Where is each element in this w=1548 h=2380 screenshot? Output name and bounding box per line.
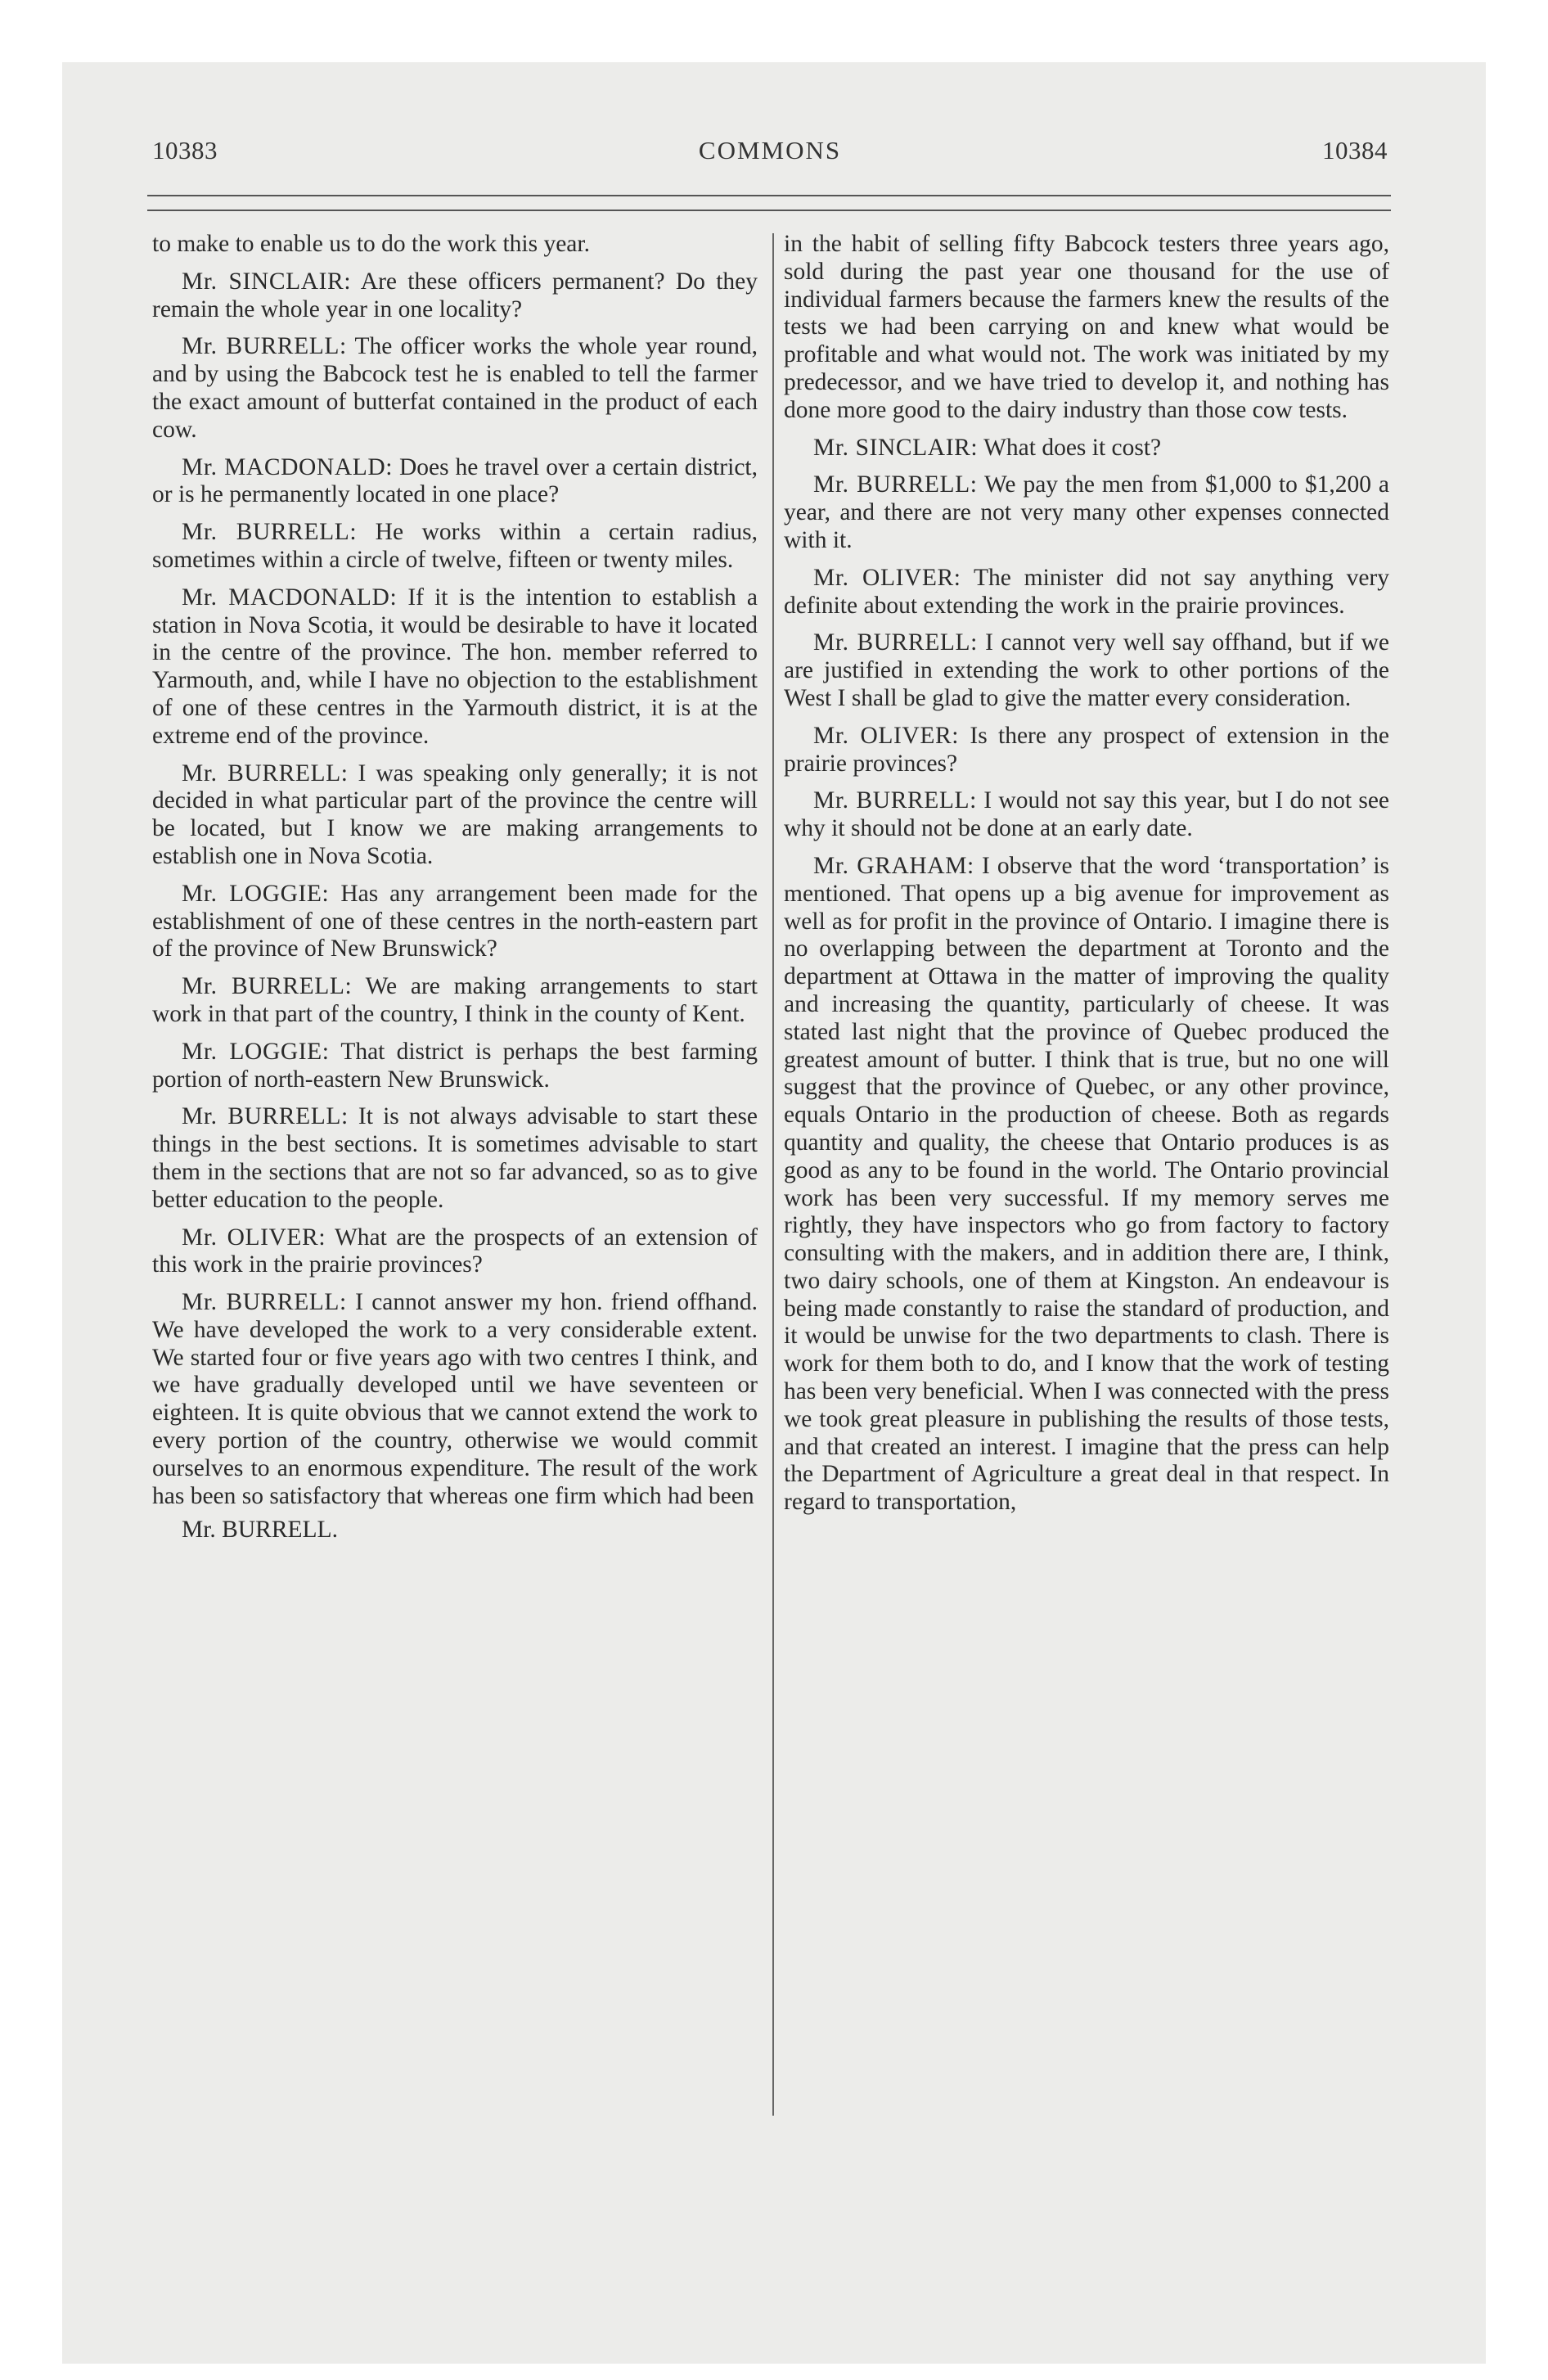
footer-speaker: Mr. BURRELL. [182, 1517, 338, 1544]
header-rule-bottom [147, 210, 1391, 211]
paragraph: Mr. LOGGIE: That district is perhaps the best farming portion of north-eastern New Brunswick. [152, 1038, 758, 1093]
speaker: Mr. BURRELL: [182, 1289, 347, 1316]
speaker: Mr. OLIVER: [813, 722, 960, 749]
speaker: Mr. BURRELL: [182, 519, 358, 546]
speaker: Mr. SINCLAIR: [182, 268, 352, 295]
paragraph: Mr. OLIVER: Is there any prospect of extension in the prairie provinces? [784, 722, 1390, 777]
speaker: Mr. SINCLAIR: [813, 434, 979, 461]
speaker: Mr. BURRELL: [813, 471, 978, 498]
column-divider [772, 233, 774, 2116]
paragraph: Mr. SINCLAIR: What does it cost? [813, 434, 1162, 461]
paragraph: in the habit of selling fifty Babcock testers three years ago, sold during the past year one thousand for the use of individual farmers because the farmers knew the results of the tests we had been carrying on and knew what would be profitable and what would not. The work was initiated by my predecessor, and we have tried to develop it, and nothing has done more good to the dairy industry than those cow tests. [784, 231, 1389, 423]
paragraph: Mr. BURRELL: He works within a certain radius, sometimes within a circle of twelve, fifteen or twenty miles. [152, 519, 758, 573]
speaker: Mr. BURRELL: [813, 787, 977, 814]
paragraph: Mr. BURRELL: It is not always advisable to start these things in the best sections. It is sometimes advisable to start them in the sections that are not so far advanced, so as to give better education to the people. [152, 1103, 758, 1213]
speaker: Mr. LOGGIE: [182, 880, 330, 907]
paragraph: Mr. BURRELL: We are making arrangements to start work in that part of the country, I think in the county of Kent. [152, 973, 758, 1027]
paragraph: to make to enable us to do the work this year. [152, 231, 590, 257]
speaker: Mr. MACDONALD: [182, 584, 398, 611]
running-title: COMMONS [698, 136, 842, 165]
paragraph: Mr. BURRELL: I cannot answer my hon. friend offhand. We have developed the work to a very considerable extent. We started four or five years ago with two centres I think, and we have gradually developed until we have seventeen or eighteen. It is quite obvious that we cannot extend the work to every portion of the country, otherwise we would commit ourselves to an enormous expenditure. The result of the work has been so satisfactory that whereas one firm which had been [152, 1289, 758, 1509]
speaker: Mr. BURRELL: [182, 760, 349, 787]
paragraph: Mr. BURRELL: I was speaking only generally; it is not decided in what particular part of the province the centre will be located, but I know we are making arrangements to establish one in Nova Scotia. [152, 760, 758, 869]
page-number-left: 10383 [152, 136, 218, 165]
paragraph: Mr. OLIVER: What are the prospects of an extension of this work in the prairie provinces? [152, 1224, 758, 1278]
speaker: Mr. MACDONALD: [182, 453, 394, 480]
speaker: Mr. BURRELL: [182, 1103, 349, 1130]
speaker: Mr. OLIVER: [813, 564, 961, 591]
speaker: Mr. LOGGIE: [182, 1038, 330, 1065]
paragraph: Mr. GRAHAM: I observe that the word ‘transportation’ is mentioned. That opens up a big avenue for improvement as well as for profit in the province of Ontario. I imagine there is no overlapping between the department at Toronto and the department at Ottawa in the matter of improving the quality and increasing the quantity, particularly of cheese. It was stated last night that the province of Quebec produced the greatest amount of butter. I think that is true, but no one will suggest that the province of Quebec, or any other province, equals Ontario in the production of cheese. Both as regards quantity and quality, the cheese that Ontario produces is as good as any to be found in the world. The Ontario provincial work has been very successful. If my memory serves me rightly, they have inspectors who go from factory to factory consulting with the makers, and in addition there are, I think, two dairy schools, one of them at Kingston. An endeavour is being made constantly to raise the standard of production, and it would be unwise for the two departments to clash. There is work for them both to do, and I know that the work of testing has been very beneficial. When I was connected with the press we took great pleasure in publishing the results of those tests, and that created an interest. I imagine that the press can help the Department of Agriculture a great deal in that respect. In regard to transportation, [784, 852, 1389, 1516]
page-number-right: 10384 [1322, 136, 1388, 165]
header-rule-top [147, 195, 1391, 196]
paragraph: Mr. SINCLAIR: Are these officers permanent? Do they remain the whole year in one locality? [152, 268, 758, 322]
paragraph: Mr. BURRELL: I would not say this year, but I do not see why it should not be done at an early date. [784, 787, 1390, 842]
right-column [784, 231, 1389, 1526]
paragraph: Mr. BURRELL: The officer works the whole year round, and by using the Babcock test he is enabled to tell the farmer the exact amount of butterfat contained in the product of each cow. [152, 333, 758, 443]
paragraph: Mr. MACDONALD: Does he travel over a certain district, or is he permanently located in one place? [152, 453, 758, 508]
paragraph: Mr. BURRELL: I cannot very well say offhand, but if we are justified in extending the work to other portions of the West I shall be glad to give the matter every consideration. [784, 629, 1390, 711]
speaker: Mr. BURRELL: [182, 333, 347, 360]
speaker: Mr. GRAHAM: [813, 852, 974, 879]
paragraph: Mr. MACDONALD: If it is the intention to establish a station in Nova Scotia, it would be desirable to have it located in the centre of the province. The hon. member referred to Yarmouth, and, while I have no objection to the establishment of one of these centres in the Yarmouth district, it is at the extreme end of the province. [152, 584, 758, 749]
paragraph: Mr. OLIVER: The minister did not say anything very definite about extending the work in the prairie provinces. [784, 564, 1389, 619]
left-column [152, 231, 758, 1554]
paragraph: Mr. LOGGIE: Has any arrangement been made for the establishment of one of these centres in the north-eastern part of the province of New Brunswick? [152, 880, 758, 962]
speaker: Mr. BURRELL: [182, 973, 353, 1000]
paragraph: Mr. BURRELL: We pay the men from $1,000 to $1,200 a year, and there are not very many other expenses connected with it. [784, 471, 1390, 553]
speaker: Mr. OLIVER: [182, 1224, 326, 1251]
speaker: Mr. BURRELL: [813, 629, 978, 656]
page-header [152, 129, 1388, 170]
